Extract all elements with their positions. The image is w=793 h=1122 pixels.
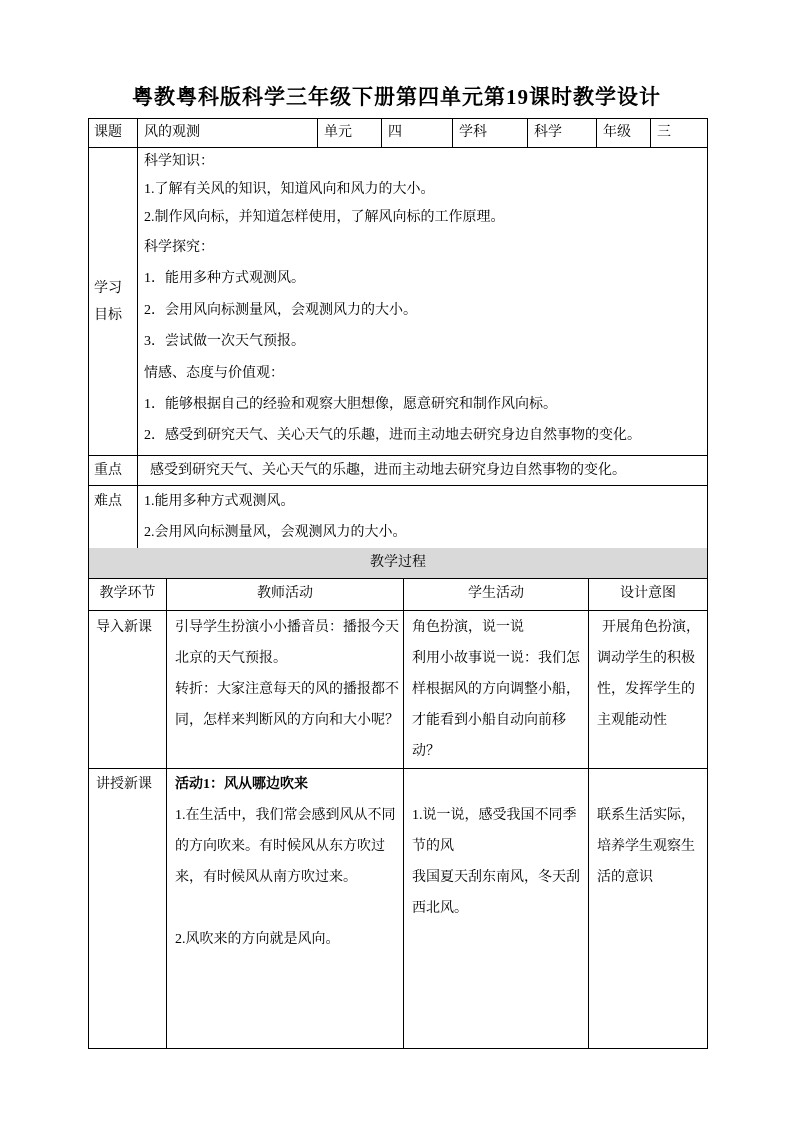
design-intent-cell xyxy=(589,768,708,1048)
student-activity-line: 西北风。 xyxy=(412,901,468,916)
key-point-label: 重点 xyxy=(89,456,138,486)
key-point-text: 感受到研究天气、关心天气的乐趣，进而主动地去研究身边自然事物的变化。 xyxy=(138,456,708,486)
column-header-teacher: 教师活动 xyxy=(167,578,404,610)
teacher-activity-line: 北京的天气预报。 xyxy=(175,651,287,666)
design-intent-cell xyxy=(589,610,708,768)
design-intent-line: 开展角色扮演， xyxy=(602,620,700,635)
topic-label: 课题 xyxy=(89,119,138,148)
lesson-info-row xyxy=(89,119,708,148)
design-intent-line: 培养学生观察生 xyxy=(597,839,695,854)
teacher-activity-cell xyxy=(167,768,404,1048)
teacher-activity-line: 同，怎样来判断风的方向和大小呢？ xyxy=(175,713,399,728)
subject-label: 学科 xyxy=(453,119,528,148)
unit-label: 单元 xyxy=(318,119,382,148)
teacher-activity-line: 来，有时候风从南方吹过来。 xyxy=(175,870,357,885)
inquiry-item: 3．尝试做一次天气预报。 xyxy=(144,334,305,350)
design-intent-line: 活的意识 xyxy=(597,870,653,885)
student-activity-line: 1.说一说，感受我国不同季 xyxy=(412,808,577,823)
blank-line xyxy=(412,769,586,800)
stage-cell xyxy=(89,768,167,1048)
student-activity-line: 我国夏天刮东南风，冬天刮 xyxy=(412,870,580,885)
lesson-info-table xyxy=(88,118,708,549)
column-header-student: 学生活动 xyxy=(404,578,589,610)
activity-title: 活动1：风从哪边吹来 xyxy=(175,777,308,792)
student-activity-cell xyxy=(404,610,589,768)
knowledge-item: 2.制作风向标，并知道怎样使用，了解风向标的工作原理。 xyxy=(144,210,505,225)
unit-value: 四 xyxy=(382,119,453,148)
student-activity-line: 利用小故事说一说：我们怎 xyxy=(412,651,580,666)
stage-label: 讲授新课 xyxy=(96,777,152,792)
inquiry-item: 1．能用多种方式观测风。 xyxy=(144,271,305,287)
difficulty-label-cell xyxy=(89,486,138,549)
design-intent-line: 联系生活实际， xyxy=(597,808,695,823)
teacher-activity-line: 2.风吹来的方向就是风向。 xyxy=(175,932,340,947)
student-activity-line: 角色扮演，说一说 xyxy=(412,620,524,635)
objectives-row xyxy=(89,148,708,456)
column-header-stage: 教学环节 xyxy=(89,578,167,610)
difficulty-label: 难点 xyxy=(94,494,122,509)
knowledge-heading: 科学知识： xyxy=(144,154,214,169)
design-intent-line: 调动学生的积极 xyxy=(597,651,695,666)
grade-label: 年级 xyxy=(597,119,651,148)
column-header-intent: 设计意图 xyxy=(589,578,708,610)
student-activity-cell xyxy=(404,768,589,1048)
attitude-heading: 情感、态度与价值观： xyxy=(144,365,284,381)
attitude-item: 2．感受到研究天气、关心天气的乐趣，进而主动地去研究身边自然事物的变化。 xyxy=(144,428,641,444)
student-activity-line: 才能看到小船自动向前移 xyxy=(412,713,566,728)
knowledge-item: 1.了解有关风的知识，知道风向和风力的大小。 xyxy=(144,182,435,197)
student-activity-line: 动？ xyxy=(412,744,440,759)
process-row-new-lesson xyxy=(89,768,708,1048)
student-activity-line: 样根据风的方向调整小船， xyxy=(412,682,580,697)
process-row-intro xyxy=(89,610,708,768)
design-intent-line: 主观能动性 xyxy=(597,713,667,728)
teaching-process-heading: 教学过程 xyxy=(89,548,708,578)
attitude-item: 1．能够根据自己的经验和观察大胆想像，愿意研究和制作风向标。 xyxy=(144,397,557,413)
objectives-content xyxy=(138,148,708,456)
objectives-label xyxy=(89,148,138,456)
subject-value: 科学 xyxy=(528,119,597,148)
blank-line xyxy=(175,893,401,924)
teaching-process-table xyxy=(88,548,708,1049)
teacher-activity-line: 的方向吹来。有时候风从东方吹过 xyxy=(175,839,385,854)
column-header-row xyxy=(89,578,708,610)
grade-value: 三 xyxy=(651,119,708,148)
teacher-activity-cell xyxy=(167,610,404,768)
blank-line xyxy=(597,769,705,800)
objectives-label-line: 学习 xyxy=(94,280,122,296)
key-point-row xyxy=(89,456,708,486)
teaching-process-heading-row xyxy=(89,548,708,578)
difficulty-content xyxy=(138,486,708,549)
topic-value: 风的观测 xyxy=(138,119,318,148)
teacher-activity-line: 转折：大家注意每天的风的播报都不 xyxy=(175,682,399,697)
difficulty-item: 2.会用风向标测量风，会观测风力的大小。 xyxy=(144,525,407,540)
difficulty-item: 1.能用多种方式观测风。 xyxy=(144,494,295,509)
objectives-label-line: 目标 xyxy=(94,307,122,323)
stage-label: 导入新课 xyxy=(96,620,152,635)
teacher-activity-line: 引导学生扮演小小播音员：播报今天 xyxy=(175,620,399,635)
teacher-activity-line: 1.在生活中，我们常会感到风从不同 xyxy=(175,808,396,823)
inquiry-item: 2．会用风向标测量风，会观测风力的大小。 xyxy=(144,302,417,318)
stage-cell xyxy=(89,610,167,768)
design-intent-line: 性，发挥学生的 xyxy=(597,682,695,697)
student-activity-line: 节的风 xyxy=(412,839,454,854)
inquiry-heading: 科学探究： xyxy=(144,240,214,255)
document-title: 粤教粤科版科学三年级下册第四单元第19课时教学设计 xyxy=(132,85,661,109)
difficulty-row xyxy=(89,486,708,549)
